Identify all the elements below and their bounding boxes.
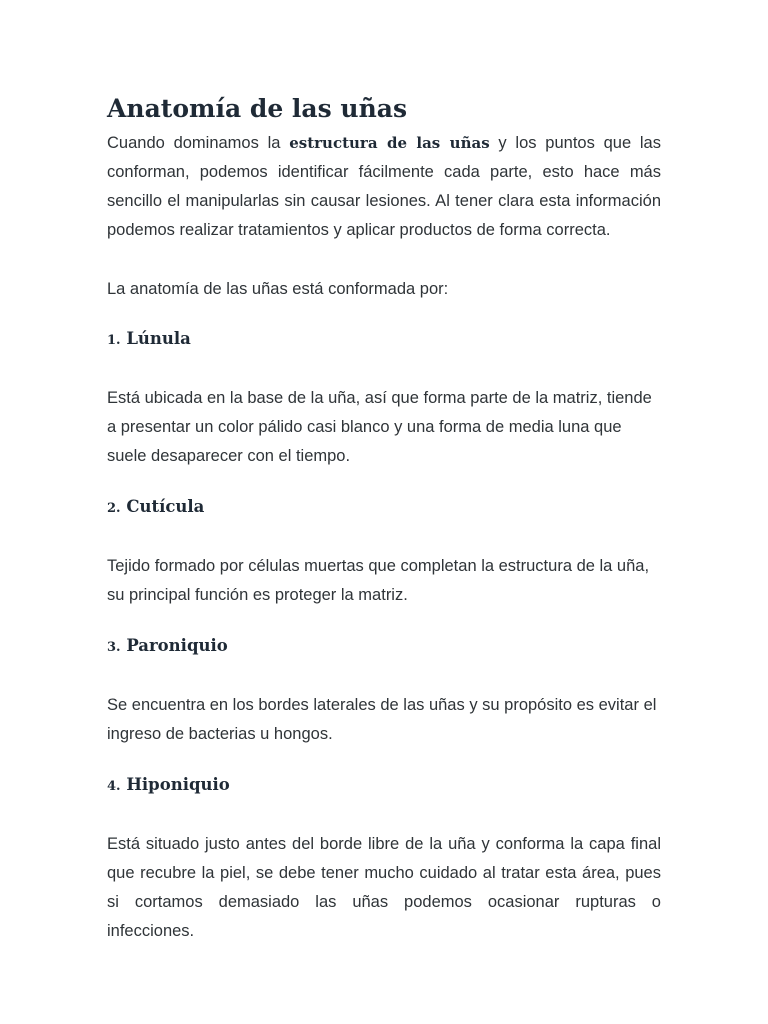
intro-paragraph <box>107 129 661 245</box>
section-text-paroniquio: Se encuentra en los bordes laterales de las uñas y su propósito es evitar el ingreso de bacterias u hongos. <box>107 696 657 743</box>
intro-bold-term: estructura de las uñas <box>289 134 490 152</box>
section-heading-paroniquio <box>107 634 661 660</box>
lead-paragraph: La anatomía de las uñas está conformada por: <box>107 280 449 298</box>
article <box>107 93 661 946</box>
section-number: 4. <box>107 779 121 794</box>
intro-text-before: Cuando dominamos la <box>107 134 290 152</box>
section-heading-lunula <box>107 327 661 353</box>
section-title: Paroniquio <box>126 636 228 655</box>
section-title: Lúnula <box>126 329 191 348</box>
section-heading-hiponiquio <box>107 773 661 799</box>
section-text-lunula: Está ubicada en la base de la uña, así que forma parte de la matriz, tiende a presentar un color pálido casi blanco y una forma de media luna que suele desaparecer con el tiempo. <box>107 389 652 465</box>
section-number: 2. <box>107 501 121 516</box>
section-title: Hiponiquio <box>126 775 230 794</box>
intro-text-after: y los puntos que las conforman, podemos identificar fácilmente cada parte, esto hace más sencillo el manipularlas sin causar lesiones. Al tener clara esta información podemos realizar tratamientos y aplicar productos de forma correcta. <box>107 134 661 239</box>
section-heading-cuticula <box>107 495 661 521</box>
section-number: 1. <box>107 333 121 348</box>
section-text-cuticula: Tejido formado por células muertas que completan la estructura de la uña, su principal función es proteger la matriz. <box>107 557 650 604</box>
article-title: Anatomía de las uñas <box>107 94 408 123</box>
section-text-hiponiquio: Está situado justo antes del borde libre de la uña y conforma la capa final que recubre la piel, se debe tener mucho cuidado al tratar esta área, pues si cortamos demasiado las uñas podemos ocasionar rupturas o infecciones. <box>107 835 661 940</box>
section-title: Cutícula <box>126 497 205 516</box>
section-number: 3. <box>107 640 121 655</box>
